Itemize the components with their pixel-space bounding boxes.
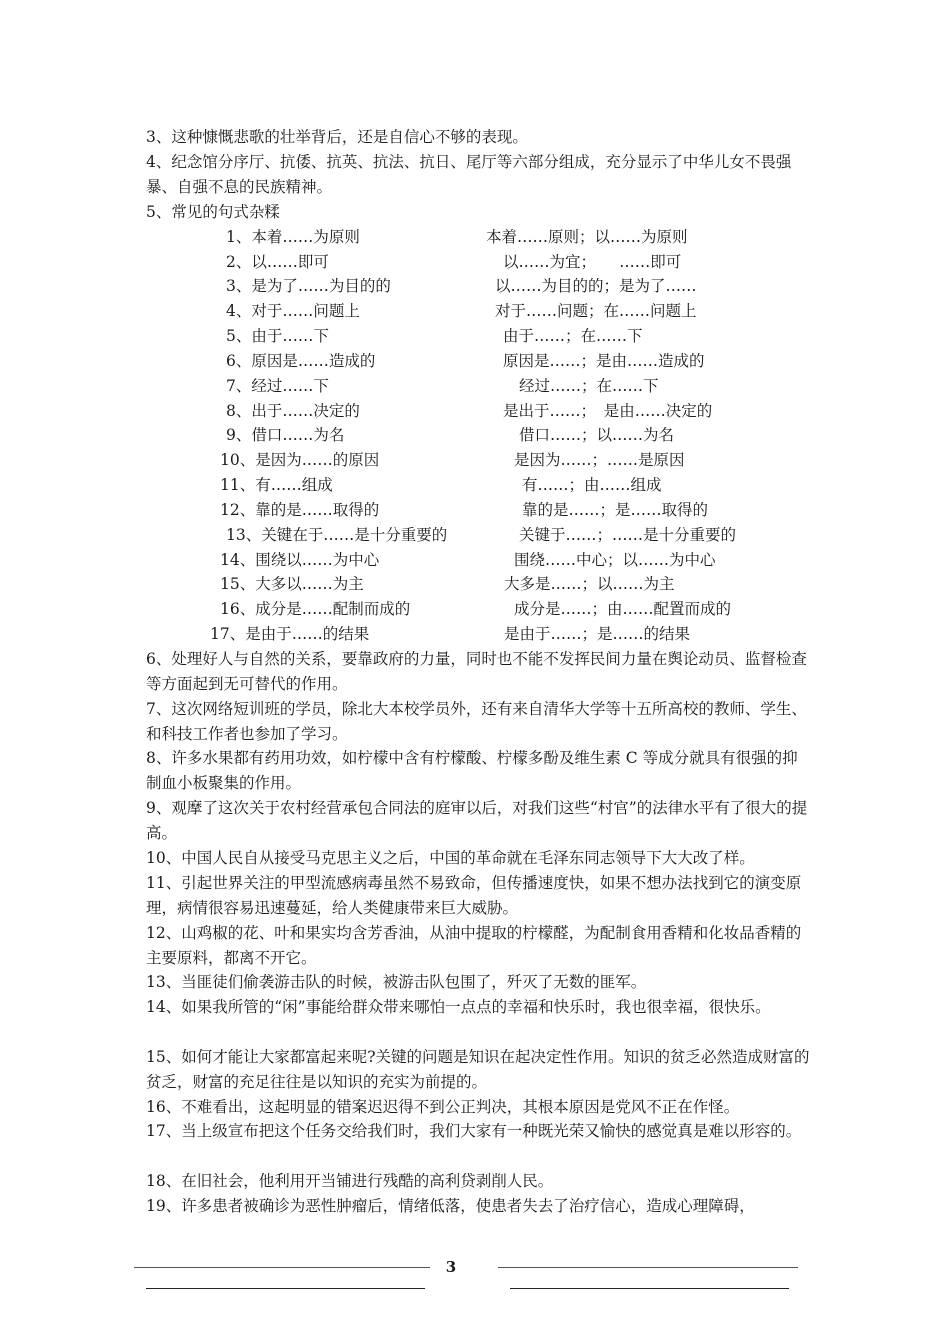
pattern-correct: 本着……原则；以……为原则 bbox=[486, 228, 688, 246]
pattern-correct: 以……为目的的；是为了…… bbox=[495, 277, 697, 295]
paragraph-15: 15、如何才能让大家都富起来呢?关键的问题是知识在起决定性作用。知识的贫乏必然造成财富的贫乏，财富的充足往往是以知识的充实为前提的。 bbox=[146, 1048, 810, 1091]
pattern-wrong: 5、由于……下 bbox=[226, 327, 329, 345]
pattern-correct: 围绕……中心；以……为中心 bbox=[514, 551, 716, 569]
paragraph-5-heading: 5、常见的句式杂糅 bbox=[146, 203, 280, 221]
paragraph-6: 6、处理好人与自然的关系，要靠政府的力量，同时也不能不发挥民间力量在舆论动员、监督检查等方面起到无可替代的作用。 bbox=[146, 650, 807, 693]
paragraph-11: 11、引起世界关注的甲型流感病毒虽然不易致命，但传播速度快，如果不想办法找到它的演变原理，病情很容易迅速蔓延，给人类健康带来巨大威胁。 bbox=[146, 874, 802, 917]
paragraph-3: 3、这种慷慨悲歌的壮举背后，还是自信心不够的表现。 bbox=[146, 128, 528, 146]
footer-rule-right-bottom bbox=[510, 1288, 789, 1289]
paragraph-12: 12、山鸡椒的花、叶和果实均含芳香油，从油中提取的柠檬醛，为配制食用香精和化妆品香精的主要原料，都离不开它。 bbox=[146, 924, 802, 967]
paragraph-8: 8、许多水果都有药用功效，如柠檬中含有柠檬酸、柠檬多酚及维生素 C 等成分就具有很强的抑制血小板聚集的作用。 bbox=[146, 749, 798, 792]
pattern-wrong: 17、是由于……的结果 bbox=[210, 625, 370, 643]
pattern-correct: 是因为……；……是原因 bbox=[514, 451, 685, 469]
pattern-wrong: 9、借口……为名 bbox=[226, 426, 345, 444]
paragraph-13: 13、当匪徒们偷袭游击队的时候，被游击队包围了，歼灭了无数的匪军。 bbox=[146, 973, 647, 991]
pattern-correct: 由于……；在……下 bbox=[503, 327, 643, 345]
pattern-correct: 是出于……； 是由……决定的 bbox=[503, 402, 713, 420]
paragraph-9: 9、观摩了这次关于农村经营承包合同法的庭审以后，对我们这些“村官”的法律水平有了很大的提高。 bbox=[146, 799, 808, 842]
paragraph-7: 7、这次网络短训班的学员，除北大本校学员外，还有来自清华大学等十五所高校的教师、学生、和科技工作者也参加了学习。 bbox=[146, 700, 807, 743]
paragraph-18: 18、在旧社会，他利用开当铺进行残酷的高利贷剥削人民。 bbox=[146, 1172, 554, 1190]
pattern-wrong: 13、关键在于……是十分重要的 bbox=[226, 526, 448, 544]
pattern-wrong: 2、以……即可 bbox=[226, 253, 329, 271]
paragraph-17: 17、当上级宣布把这个任务交给我们时，我们大家有一种既光荣又愉快的感觉真是难以形容的。 bbox=[146, 1122, 802, 1140]
pattern-wrong: 11、有……组成 bbox=[220, 476, 333, 494]
page-number: 3 bbox=[445, 1258, 457, 1276]
pattern-wrong: 4、对于……问题上 bbox=[226, 302, 360, 320]
pattern-correct: 靠的是……；是……取得的 bbox=[522, 501, 709, 519]
paragraph-10: 10、中国人民自从接受马克思主义之后，中国的革命就在毛泽东同志领导下大大改了样。 bbox=[146, 849, 755, 867]
footer-rule-left-top bbox=[134, 1267, 430, 1268]
pattern-wrong: 14、围绕以……为中心 bbox=[220, 551, 380, 569]
pattern-correct: 原因是……；是由……造成的 bbox=[503, 352, 705, 370]
pattern-correct: 以……为宜； ……即可 bbox=[503, 253, 682, 271]
pattern-correct: 有……；由……组成 bbox=[522, 476, 662, 494]
pattern-correct: 大多是……；以……为主 bbox=[504, 575, 675, 593]
footer-rule-left-bottom bbox=[146, 1288, 425, 1289]
pattern-correct: 经过……；在……下 bbox=[519, 377, 659, 395]
paragraph-4: 4、纪念馆分序厅、抗倭、抗英、抗法、抗日、尾厅等六部分组成，充分显示了中华儿女不畏强暴、自强不息的民族精神。 bbox=[146, 153, 792, 196]
pattern-wrong: 16、成分是……配制而成的 bbox=[220, 600, 411, 618]
paragraph-19: 19、许多患者被确诊为恶性肿瘤后，情绪低落，使患者失去了治疗信心，造成心理障碍， bbox=[146, 1197, 755, 1215]
pattern-correct: 成分是……；由……配置而成的 bbox=[514, 600, 732, 618]
pattern-wrong: 6、原因是……造成的 bbox=[226, 352, 376, 370]
pattern-wrong: 3、是为了……为目的的 bbox=[226, 277, 391, 295]
pattern-correct: 关键于……；……是十分重要的 bbox=[519, 526, 737, 544]
pattern-wrong: 7、经过……下 bbox=[226, 377, 329, 395]
pattern-wrong: 12、靠的是……取得的 bbox=[220, 501, 380, 519]
pattern-wrong: 10、是因为……的原因 bbox=[220, 451, 380, 469]
pattern-correct: 是由于……；是……的结果 bbox=[504, 625, 691, 643]
paragraph-16: 16、不难看出，这起明显的错案迟迟得不到公正判决，其根本原因是党风不正在作怪。 bbox=[146, 1098, 740, 1116]
pattern-correct: 对于……问题；在……问题上 bbox=[495, 302, 697, 320]
pattern-wrong: 8、出于……决定的 bbox=[226, 402, 360, 420]
paragraph-14: 14、如果我所管的“闲”事能给群众带来哪怕一点点的幸福和快乐时，我也很幸福，很快乐。 bbox=[146, 998, 771, 1016]
pattern-wrong: 15、大多以……为主 bbox=[220, 575, 364, 593]
footer-rule-right-top bbox=[498, 1267, 798, 1268]
pattern-wrong: 1、本着……为原则 bbox=[226, 228, 360, 246]
pattern-correct: 借口……；以……为名 bbox=[519, 426, 675, 444]
